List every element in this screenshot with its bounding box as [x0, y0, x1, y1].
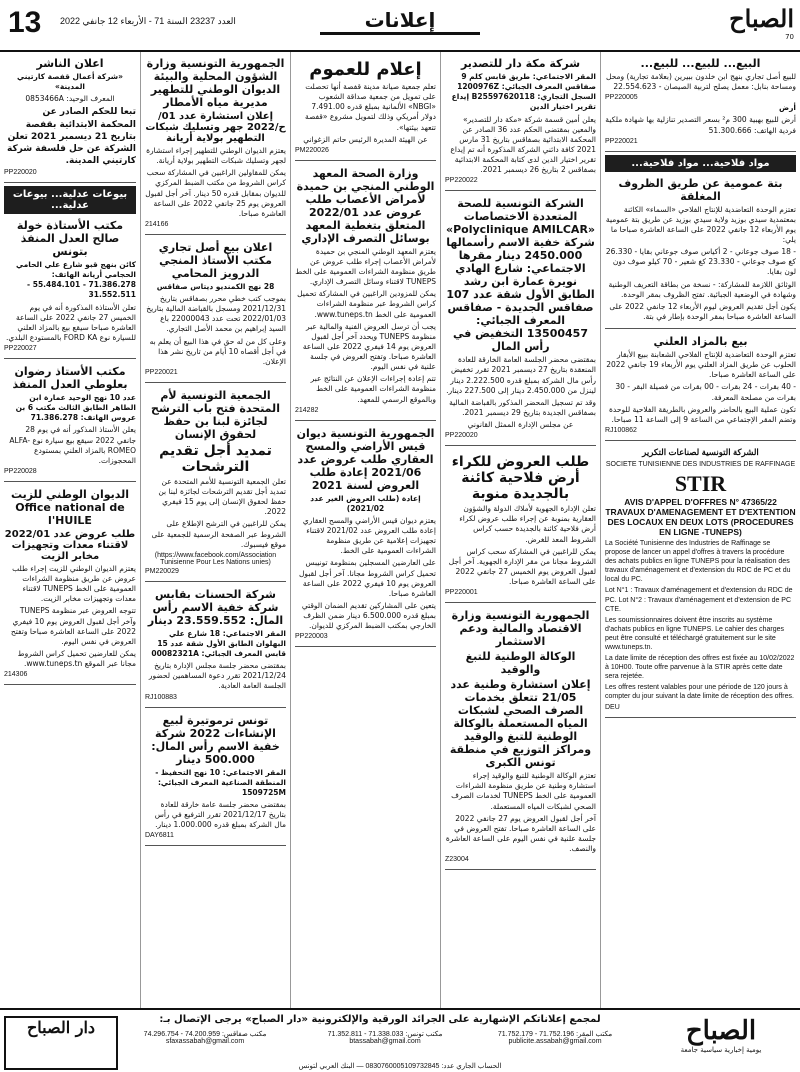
ad-text: Les soumissionnaires doivent être inscrits au système d'achats publics en ligne TUNEPS. Le cahier des charges peut être consulté et téléchargé gratuitement sur le site www.tuneps.tn. [605, 616, 785, 651]
footer-office-sfax: مكتب صفاقس: 74.200.959 - 74.296.754 sfaxassabah@gmail.com [143, 1031, 267, 1045]
ad-text: المعرف الوحيد: 0853466A [25, 94, 115, 104]
footer-logo-text: الصباح [685, 1016, 757, 1046]
column-1 [600, 52, 800, 1008]
ad-text: La Société Tunisienne des Industries de Raffinage se propose de lancer un appel d'offres à travers la procédure des achats publics en ligne TUNEPS pour la réalisation des travaux d'aménagement et d'extension du RDC de PC et du local du PC. [605, 539, 791, 584]
column-5 [0, 52, 140, 1008]
ad-text: أرض للبيع بهبية 300 م² بسعر التصدير تنازلية بها شهادة ملكية فردية الهاتف: 51.300.666 [605, 115, 796, 135]
ad-signature: عن الهيئة المديرة الرئيس حاتم الزغواني [303, 134, 428, 144]
ad-bailiff-2 [4, 362, 136, 482]
ad-text: يمكن للراغبين في المشاركة سحب كراس الشروط مجانا من مقر الإدارة الجهوية. آخر أجل لقبول العروض يوم الخميس 27 جانفي 2022 على الساعة العاشرة صباحا. [448, 546, 596, 586]
ad-sanitation [145, 54, 286, 235]
ad-text: يعتزم الديوان الوطني للتطهير إجراء استشارة لجهر وتسليك شبكات التطهير بولاية أريانة. [146, 146, 286, 166]
ad-text: تعتزم الوكالة الوطنية للتبغ والوقيد إجراء استشارة وطنية عن طريق منظومة الشراءات العمومية على الخط TUNEPS لخدمات الصرف الصحي لشبكات المياه المستعملة. [451, 771, 596, 811]
logo-text: الصباح [729, 4, 794, 33]
ad-headline: طلب عروض عدد 2022/01 لاقتناء معدات وتجهيزات مخابر الزيت [4, 528, 136, 562]
ad-company-notice [445, 54, 596, 191]
ad-text: تتم إعادة إجراءات الإعلان عن النتائج عبر منظومة الشراءات العمومية على الخط وبالموقع الرسمي للمعهد. [310, 374, 436, 404]
ad-title: الجمهورية التونسية ديوان قيس الأراضي والمسح العقاري طلب عروض عدد 2021/06 إعادة طلب العروض لسنة 2021 [296, 426, 435, 492]
ad-ref: PP220020 [4, 169, 37, 177]
ad-text: تعلن الأستاذة المذكورة أنه في يوم الخميس 27 جانفي 2022 على الساعة العاشرة صباحا سيقع بيع بالمزاد العلني للسيارة نوع FORD KA بالمستودع البلدي. [6, 302, 136, 342]
ad-ref: DAY6811 [145, 832, 174, 840]
ad-text: تعلن الجمعية التونسية للأمم المتحدة عن تمديد أجل تقديم الترشحات لجائزة لبنا بن حفظ لحقوق الإنسان إلى يوم 15 فيفري 2022. [158, 476, 286, 517]
ad-headline: تمديد أجل تقديم الترشحات [159, 442, 272, 475]
ad-text: تتوجه العروض عبر منظومة TUNEPS وآخر أجل لقبول العروض يوم 10 فيفري 2022 على الساعة العاشرة صباحا وتفتح العروض في نفس اليوم. [10, 606, 136, 646]
ad-subtitle: SOCIETE TUNISIENNE DES INDUSTRIES DE RAFFINAGE [605, 460, 796, 468]
ad-title: اعلان بيع أصل تجاري مكتب الأستاذ المنجي الدرويز المحامي [158, 240, 273, 280]
ad-text: وقد تم تسجيل المحضر المذكور بالقباضة المالية بصفاقس الجديدة بتاريخ 29 ديسمبر 2021. [449, 397, 596, 417]
ad-un-association [145, 386, 286, 582]
footer-dar-assabah-logo: دار الصباح [4, 1016, 118, 1070]
ad-text: آخر أجل لقبول العروض يوم 27 جانفي 2022 على الساعة العاشرة صباحا. تفتح العروض في جلسة علنية في نفس اليوم على الساعة العاشرة والنصف. [445, 813, 596, 853]
ad-text: تعلن الإدارة الجهوية لأملاك الدولة والشؤون العقارية بمنوبة عن إجراء طلب عروض لكراء أرض فلاحية كائنة بالجديدة حسب كراس الشروط المعد للغرض. [459, 504, 596, 544]
ad-ref: PM220026 [295, 146, 329, 154]
ad-title: مكتب الأستاذ رضوان بعلوطي العدل المنفذ [12, 365, 128, 392]
ad-text: على العارضين المسجلين بمنظومة تونيبس تحميل كراس الشروط مجانا. آخر أجل لقبول العروض يوم 10 فيفري 2022 على الساعة العاشرة صباحا. [298, 558, 436, 598]
ad-text: - 40 بقرات - 24 بقرات - 00 بقرات من فصيلة البقر - 30 بقرات من مصلحة المعرفة. [615, 382, 796, 402]
ad-business-sale [145, 238, 286, 383]
page-header [0, 0, 800, 52]
ad-ref: PP220003 [295, 633, 328, 641]
ad-text: يكون أجل تقديم العروض ليوم الأربعاء 12 جانفي 2022 على الساعة العاشرة صباحا بمقر الوحدة بإطار في بتة. [609, 301, 796, 321]
ad-land-lease [445, 449, 596, 603]
column-2 [440, 52, 600, 1008]
ad-text: - 18 صوف جوعاني - 2 أكياس صوف جوعاني بقايا - 26.330 كغ صوف جوعاني - 23.330 كغ شعير - 70 كيلو صوف دون لون بقايا. [605, 247, 796, 277]
ad-text: يتعين على المشاركين تقديم الضمان الوقتي بمبلغ قدره 6.500.000 دينار ضمن الظرف الخارجي بمكتب الضبط المركزي للديوان. [301, 600, 436, 631]
ad-ref: PP220022 [445, 177, 478, 185]
ad-link: (https://www.facebook.com/Association Tunisienne Pour Les Nations unies) [154, 551, 277, 566]
ad-title: تونس ترموتيرة لبيع الإنشاءات 2022 شركة خفية الاسم رأس المال: 500.000 دينار [151, 713, 280, 766]
ad-text: تعتزم الوحدة التعاضدية للإنتاج الفلاحي الشعابنة ببيع الأبقار الحلوب عن طريق المزاد العلني يوم الأربعاء 19 جانفي 2022 على الساعة العاشرة صباحا. [606, 350, 796, 380]
ad-text: Lot N°1 : Travaux d'aménagement et d'extension du RDC de PC. Lot N°2 : Travaux d'aménagement et d'extension de PC CTE. [605, 587, 793, 613]
ad-title: الجمعية التونسية لأم المتحدة فتح باب الترشح لجائزة لبنا بن حفظ لحقوق الإنسان [151, 388, 280, 441]
ad-stir [605, 444, 796, 718]
stir-logo: STIR [674, 470, 727, 496]
ad-text: بمقتضى محضر جلسة عامة خارقة للعادة بتاريخ 2021/12/17 تقرر الترفيع في رأس مال الشركة بمبلغ قدره 1.000.000 دينار. [154, 799, 286, 830]
ad-text: تعلم جمعية صيانة مدينة قفصة أنها تحصلت على تمويل من جمعية صداقة الشعوب «NBGI» الألمانية بمبلغ قدره 7.491.00 دولار أمريكي وذلك لتمويل مشروع «قفصة تتعهد بيئتها». [304, 82, 436, 132]
ad-subtitle: الوكالة الوطنية للتبغ والوقيد [465, 650, 576, 677]
ad-headline: إعلان استشارة عدد 01/ح/2022 جهر وتسليك شبكات التطهير بولاية أريانة [145, 111, 286, 144]
ad-title: بتة عمومية عن طريق الظروف المغلقة [618, 176, 783, 203]
column-3 [290, 52, 440, 1008]
ad-ref: PP220028 [4, 467, 37, 475]
ad-subtitle: كائن بنهج قبو شارع علي الحامي الحجامي أريانة الهاتف: 71.386.278 - 55.484.101 - 31.552.511 [16, 260, 136, 300]
ad-title: الشركة التونسية لصناعات التكرير [642, 446, 759, 457]
footer-tagline: يومية إخبارية سياسية جامعة [680, 1046, 762, 1054]
issue-meta: العدد 23237 السنة 71 - الأربعاء 12 جانفي 2022 [60, 16, 236, 26]
ad-text: يعتزم الديوان الوطني للزيت إجراء طلب عروض عن طريق منظومة الشراءات العمومية على الخط TUNEPS لاقتناء معدات وتجهيزات مخابر الزيت. [12, 563, 136, 604]
ad-text: يعلن أمين قسمة شركة «مكة دار للتصدير» والمعين بمقتضى الحكم عدد 36 الصادر عن المحكمة الابتدائية بصفاقس بتاريخ 31 مارس 2021 كافة دائني الشركة المذكورة أنه تم إيداع تقرير اختيار الدين لدى كتابة المحكمة الابتدائية بصفاقس 2 بتاريخ 26 ديسمبر 2021. [450, 114, 596, 175]
ad-text: يمكن للراغبين في الترشح الإطلاع على الشروط عبر الصفحة الرسمية للجمعية على موقع فيسبوك. [151, 519, 286, 549]
footer-office-tunis: مكتب تونس: 71.338.033 - 71.352.811 btassabah@gmail.com [327, 1031, 443, 1045]
footer-bank-account: الحساب الجاري عدد: 0830760005109732845 — البنك العربي لتونس [298, 1063, 502, 1070]
ad-text: La date limite de réception des offres est fixée au 10/02/2022 à 10H00. Toute offre parvenue à la STIR après cette date sera rejetée. [605, 655, 795, 681]
ad-capital-reduction [445, 194, 596, 446]
ad-ref: PP220021 [605, 137, 638, 145]
newspaper-logo [694, 4, 794, 44]
ad-ref: PP220020 [445, 432, 478, 440]
ad-ref: PP220027 [4, 345, 37, 353]
ad-subtitle: المقر الاجتماعي: 10 نهج التحفيظ - المنطقة الصناعية المعرف الجبائي: 1509725M [155, 767, 286, 797]
ad-text: للبيع أصل تجاري بنهج ابن خلدون ببيرين (بعلامة تجارية) ومحل ومساحة بنابل: معمل يصلح لتربية الصيصان - 22.554.623 [605, 72, 796, 92]
ad-ref: 214306 [4, 671, 28, 679]
ad-title: مكتب الأستاذة خولة صالح العدل المنفذ بتونس [16, 219, 124, 259]
ad-title: الشركة التونسية للصحة المتعددة الاختصاصات «Polyclinique AMILCAR» شركة خفية الاسم رأسمالها 2450.000 دينار مقرها الاجتماعي: شارع الهادي نويرة عمارة ابن رشد الطابق الأول شقة عدد 107 صفاقس الجديدة - صفاقس المعرف الجبائي: 13500457 التخفيض في رأس المال [445, 197, 596, 354]
ad-ref: 214282 [295, 406, 319, 414]
logo-anniversary: 70 [785, 33, 794, 41]
ad-text: تبعا للحكم الصادر عن المحكمة الابتدائية بقفصة بتاريخ 21 ديسمبر 2021 تعلن الشركة عن حل فلسفة شركة كارتيني المدينة. [6, 107, 136, 166]
ad-text: تعتزم الوحدة التعاضدية للإنتاج الفلاحي «السماء» الكائنة بمعتمدية سيدي بوزيد ولاية سيدي بوزيد عن طريق بتة عمومية يوم الأربعاء 12 جانفي 2022 على الساعة العاشرة صباحا ما يلي: [605, 204, 796, 244]
footer-logo [646, 1016, 796, 1066]
ad-text: تكون عملية البيع بالحاضر والعروض بالطريقة الفلاحية للوحدة وتضم المقر الإجتماعي من الساعة 9 إلى الساعة 11 صباحا. [608, 404, 796, 424]
ad-thermo [145, 711, 286, 847]
ad-headline: طلب العروض للكراء أرض فلاحية كائنة بالجديدة منوبة [451, 454, 590, 503]
ad-text: بموجب كتب خطي محرر بصفاقس بتاريخ 2021/12/31 ومسجل بالقباضة المالية بتاريخ 2022/01/03 تحت عدد 22000043 باع السيد إبراهيم بن محمد الأصل التجاري. [146, 294, 286, 334]
ad-subtitle: المقر الاجتماعي: طريق قابس كلم 9 صفاقس المعرف الجبائي: 1200976Z السجل التجاري: B25597620118 إيداع تقرير اختيار الدين [451, 72, 596, 112]
ad-title-fr: AVIS D'APPEL D'OFFRES N° 47365/22 TRAVAUX D'AMENAGEMENT ET D'EXTENTION DES LOCAUX EN DEUX LOTS (PROCEDURES EN LIGNE -TUNEPS) [605, 496, 796, 537]
footer-office-hq: مكتب المقر: 71.752.196 - 71.752.179 publicite.assabah@gmail.com [497, 1031, 613, 1045]
ad-ref: RJ100883 [145, 693, 177, 701]
category-banner: مواد فلاحية... مواد فلاحية... [605, 155, 796, 172]
ad-headline: إعلان استشارة وطنية عدد 21/05 تتعلق بخدمات الصرف الصحي لشبكات المياه المستعملة بالوكالة الوطنية للتبغ والوقيد ومراكز التوزيع في منطقة تونس الكبرى [449, 678, 592, 770]
ad-text: يعتزم المعهد الوطني المنجي بن حميدة لأمراض الأعصاب إجراء طلب عروض عن طريق منظومة الشراءات العمومية على الخط TUNEPS لاقتناء وسائل التصرف الإداري. [295, 246, 436, 287]
ad-ref: DEU [605, 703, 620, 711]
ad-text: وعلى كل من له حق في هذا البيع أن يعلم به في أجل أقصاه 10 أيام من تاريخ نشر هذا الإعلان. [149, 336, 286, 366]
ad-title: شركة الحسنات بقابس شركة خفية الاسم رأس المال: 23.559.552 دينار [147, 587, 284, 627]
ad-ref: RJ100862 [605, 426, 637, 434]
ad-title: اعلان الناشر [36, 57, 104, 70]
ad-text: الوثائق اللازمة للمشاركة: - نسخة من بطاقة التعريف الوطنية وشهادة في الوضعية الجبائية. تفتح الظروف بمقر الوحدة. [608, 279, 796, 299]
ad-title: بيع بالمزاد العلني [653, 335, 748, 348]
ad-text: بمقتضى محضر جلسة مجلس الإدارة بتاريخ 2021/12/24 تقرر دعوة المساهمين لحضور الجلسة العامة العادية. [148, 661, 286, 691]
ad-title: الجمهورية التونسية وزارة الاقتصاد والمالية ودعم الاستثمار [451, 609, 590, 649]
ad-text: يمكن للمزودين الراغبين في المشاركة تحميل كراس الشروط عبر منظومة الشراءات العمومية على الخط www.tuneps.tn. [297, 289, 436, 319]
ad-text: Les offres restent valables pour une période de 120 jours à compter du jour suivant la date limite de réception des offres. [605, 684, 794, 701]
ad-ref: Z23004 [445, 856, 469, 864]
ad-ref: PP220005 [605, 94, 638, 102]
ad-text: بمقتضى محضر الجلسة العامة الخارقة للعادة المنعقدة بتاريخ 27 ديسمبر 2021 تقرر تخفيض رأس مال الشركة بمبلغ قدره 2.222.500 دينار لينزل من 2.450.000 دينار إلى 227.500 دينار. [446, 355, 596, 395]
ad-ref: PP220021 [145, 368, 178, 376]
ad-title: البيع... للبيع... للبيع... [640, 57, 761, 70]
ad-text: يجب أن ترسل العروض الفنية والمالية عبر منظومة TUNEPS ويحدد آخر أجل لقبول العروض يوم 14 فيفري 2022 على الساعة العاشرة صباحا. وتفتح العروض في جلسة علنية في نفس اليوم. [302, 321, 436, 372]
ad-oil-office [4, 485, 136, 685]
ad-subtitle: أرض [779, 103, 796, 113]
ad-text: يعتزم ديوان قيس الأراضي والمسح العقاري إعادة طلب العروض عدد 2021/02 لاقتناء تجهيزات إعلامية عن طريق منظومة الشراءات العمومية على الخط. [302, 515, 436, 556]
ad-subtitle: 28 نهج الكمنديو ديتاس صفاقس [156, 281, 275, 291]
ad-headline: إعلام للعموم [309, 59, 422, 80]
category-banner: بيوعات عدلية... بيوعات عدلية... [4, 186, 136, 214]
ad-text: يمكن للعارضين تحميل كراس الشروط مجانا عبر الموقع www.tuneps.tn. [17, 648, 136, 669]
ad-ref: PP220001 [445, 589, 478, 597]
ad-sale [605, 54, 796, 152]
ad-text: يمكن للمقاولين الراغبين في المشاركة سحب كراس الشروط من مكتب الضبط المركزي للديوان بمقابل قدره 50 دينار. آخر أجل لقبول العروض يوم 25 جانفي 2022 على الساعة العاشرة صباحا. [145, 168, 286, 218]
ad-subtitle: «شركة أعمال قفصة كارتيني المدينة» [17, 72, 123, 92]
ad-ref: PM220029 [145, 567, 179, 575]
ad-title: وزارة الصحة المعهد الوطني المنجي بن حميدة لأمراض الأعصاب طلب عروض عدد 2022/01 المتعلق بتغطية المعهد بوسائل التصرف الإداري [296, 166, 435, 245]
ad-neurology-institute [295, 164, 436, 421]
ad-text: يعلن الأستاذ المذكور أنه في يوم 28 جانفي 2022 سيقع بيع سيارة نوع ALFA-ROMEO بالمزاد العلني بمستودع المحجوزات. [9, 425, 136, 465]
ad-publisher-notice [4, 54, 136, 183]
page-footer [0, 1008, 800, 1072]
ad-title: الديوان الوطني للزيت Office national de l'HUILE [10, 487, 130, 527]
ad-auction [605, 332, 796, 441]
ad-ref: 214166 [145, 220, 169, 228]
ad-hasanat [145, 585, 286, 708]
section-title: إعلانات [320, 8, 480, 35]
ads-grid [0, 52, 800, 1008]
column-4 [140, 52, 290, 1008]
page-number: 13 [8, 6, 42, 39]
ad-public-notice [295, 54, 436, 161]
ad-signature: عن مجلس الإدارة الممثل القانوني [467, 420, 574, 429]
footer-headline: لمجمع إعلاناتكم الإشهارية على الجرائد الورقية والإلكترونية «دار الصباح» يرجى الإتصال بـ: [159, 1014, 601, 1025]
ad-land-survey [295, 424, 436, 648]
ad-public-tender [605, 174, 796, 329]
ad-title: الجمهورية التونسية وزارة الشؤون المحلية والبيئة الديوان الوطني للتطهير مديرية مياه الأمطار [146, 57, 285, 109]
ad-title: شركة مكة دار للتصدير [460, 57, 581, 70]
ad-tobacco-agency [445, 606, 596, 870]
ad-subtitle: إعادة (طلب العروض الغير عدد 2021/02) [310, 493, 421, 513]
ad-subtitle: المقر الاجتماعي: 18 شارع علي البهلوان الطابق الأول شقة عدد 15 قابس المعرف الجبائي: 00082321A [151, 628, 286, 658]
ad-bailiff-1 [4, 216, 136, 359]
ad-subtitle: عدد 10 نهج الوحيد عمارة ابن الطاهر الطابق الثالث مكتب 6 بن عروس الهاتف: 71.386.278 [15, 393, 136, 423]
